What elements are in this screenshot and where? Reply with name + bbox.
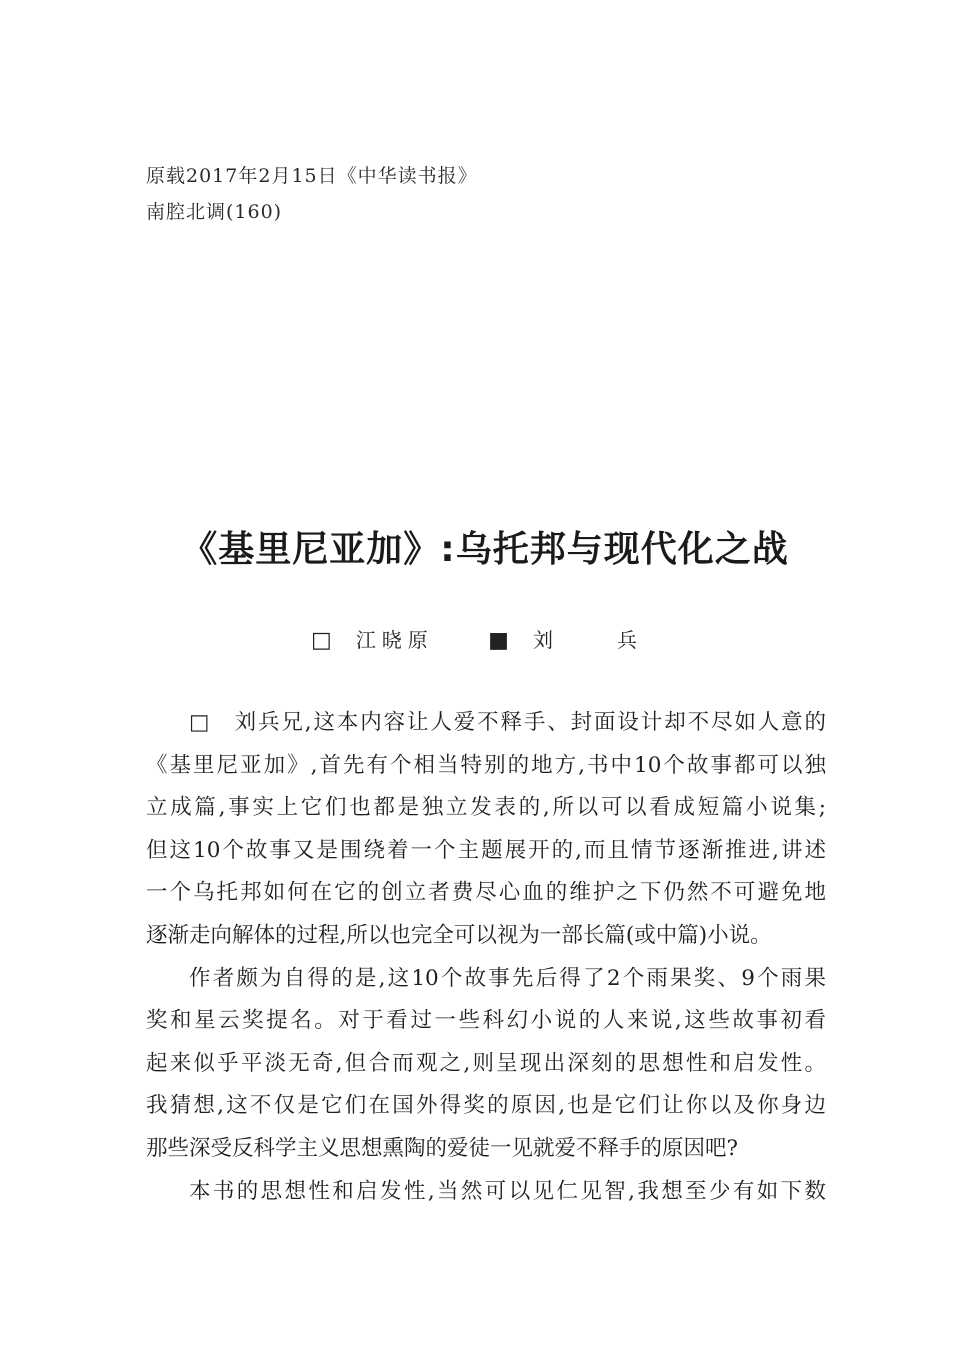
author-line [0,622,970,659]
text-line: 起来似乎平淡无奇,但合而观之,则呈现出深刻的思想性和启发性。 [146,1050,826,1076]
paragraph [146,958,826,1171]
source-header [146,158,478,230]
text-line: 立成篇,事实上它们也都是独立发表的,所以可以看成短篇小说集; [146,795,826,821]
text-line: 本书的思想性和启发性,当然可以见仁见智,我想至少有如下数 [189,1178,826,1204]
paragraph [146,702,826,958]
filled-square-icon: ■ [488,628,509,653]
article-body [146,702,826,1213]
text-line: 逐渐走向解体的过程,所以也完全可以视为一部长篇(或中篇)小说。 [146,922,772,948]
author-2 [488,622,659,659]
column-note: 南腔北调(160) [146,201,283,223]
paragraph [146,1171,826,1214]
text-line: 作者颇为自得的是,这10个故事先后得了2个雨果奖、9个雨果 [189,965,826,991]
text-line: 我猜想,这不仅是它们在国外得奖的原因,也是它们让你以及你身边 [146,1093,826,1119]
text-line: 但这10个故事又是围绕着一个主题展开的,而且情节逐渐推进,讲述 [146,837,826,863]
text-line: 那些深受反科学主义思想熏陶的爱徒一见就爱不释手的原因吧? [146,1135,739,1161]
source-note: 原载2017年2月15日《中华读书报》 [146,165,478,187]
text-line: 奖和星云奖提名。对于看过一些科幻小说的人来说,这些故事初看 [146,1008,826,1034]
author-1 [311,622,434,659]
text-line: 《基里尼亚加》,首先有个相当特别的地方,书中10个故事都可以独 [146,752,826,778]
author-name: 江晓原 [355,628,434,652]
text-line: □ 刘兵兄,这本内容让人爱不释手、封面设计却不尽如人意的 [189,710,826,735]
article-title: 《基里尼亚加》:乌托邦与现代化之战 [181,529,789,570]
hollow-square-icon: □ [311,628,332,653]
hollow-square-icon: □ [189,710,212,735]
text-line: 一个乌托邦如何在它的创立者费尽心血的维护之下仍然不可避免地 [146,880,826,906]
author-name: 刘 兵 [532,628,659,652]
